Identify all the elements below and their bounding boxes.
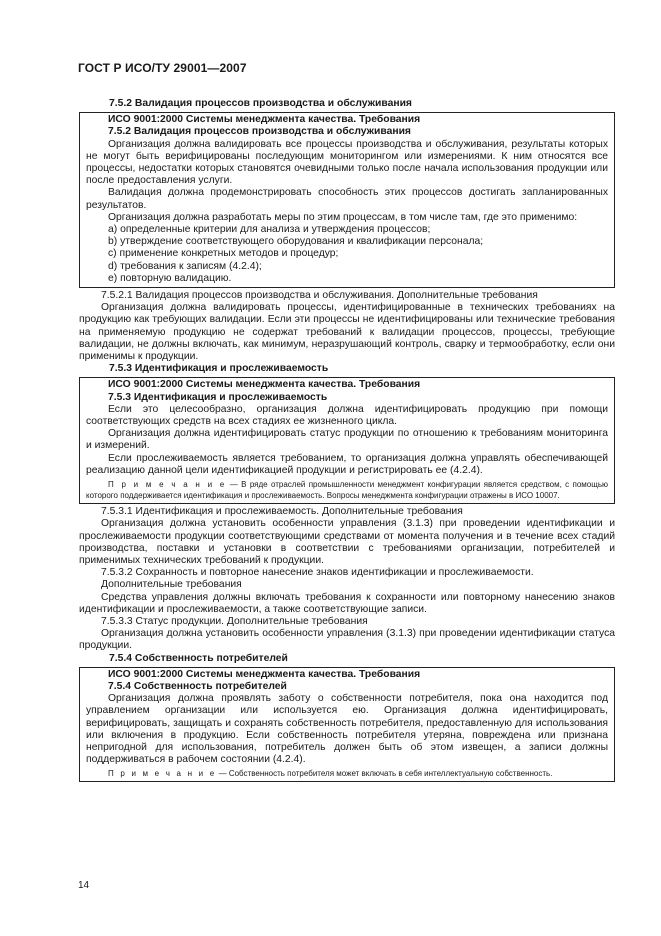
paragraph: Организация должна валидировать все процессы производства и обслуживания, результаты которых не могут быть верифицированы последующим мониторингом или измерениями. К ним относятся все процессы, недостатки которых становятся очевидными только после начала использования продукции или после предоставления услуги. [86,138,608,187]
list-item: a) определенные критерии для анализа и утверждения процессов; [108,224,431,236]
document-body [79,98,615,784]
note-text: — В ряде отраслей промышленности менеджмент конфигурации является средством, с помощью которого поддерживается идентификация и прослеживаемость. Вопросы менеджмента конфигурации отражены в ИСО 10007. [86,480,609,501]
page-number: 14 [78,880,90,891]
quote-box-subtitle: 7.5.2 Валидация процессов производства и обслуживания [108,126,411,138]
note-label: П р и м е ч а н и е [108,480,227,490]
list-item: d) требования к записям (4.2.4); [108,260,262,272]
paragraph: Валидация должна продемонстрировать способность этих процессов достигать запланированных результатов. [86,187,608,211]
paragraph: Организация должна разработать меры по этим процессам, в том числе там, где это применимо: [108,211,578,223]
list-item: e) повторную валидацию. [108,272,232,284]
paragraph: Если это целесообразно, организация должна идентифицировать продукцию при помощи соответствующих средств на всех стадиях ее жизненного цикла. [86,403,608,428]
quote-box-subtitle: 7.5.4 Собственность потребителей [108,680,287,692]
section-heading: 7.5.3 Идентификация и прослеживаемость [109,363,329,375]
clause-title: 7.5.3.1 Идентификация и прослеживаемость. Дополнительные требования [101,506,463,518]
list-item: c) применение конкретных методов и процедур; [108,248,339,260]
document-header: ГОСТ Р ИСО/ТУ 29001—2007 [78,61,247,75]
iso-quote-box [79,112,615,288]
paragraph: Если прослеживаемость является требованием, то организация должна управлять обеспечивающей реализацию данной цели идентификацией продукции и регистрировать ее (4.2.4). [86,452,608,476]
paragraph: Организация должна идентифицировать статус продукции по отношению к требованиям мониторинга и измерений. [86,428,608,452]
note-text: — Собственность потребителя может включать в себя интеллектуальную собственность. [216,769,553,779]
quote-box-title: ИСО 9001:2000 Системы менеджмента качества. Требования [108,668,421,680]
iso-quote-box [79,377,615,504]
clause-title: 7.5.3.2 Сохранность и повторное нанесение знаков идентификации и прослеживаемости. Дополнительные требования [101,567,534,591]
quote-box-title: ИСО 9001:2000 Системы менеджмента качества. Требования [108,379,421,391]
note [86,768,608,779]
section-heading: 7.5.2 Валидация процессов производства и обслуживания [109,98,412,109]
note-label: П р и м е ч а н и е [108,769,217,779]
quote-box-title: ИСО 9001:2000 Системы менеджмента качества. Требования [108,114,421,126]
iso-quote-box [79,667,615,783]
paragraph: Организация должна валидировать процессы, идентифицированные в технических требованиях на продукцию как требующих валидации. Если эти процессы не идентифицированы или технические требования на применяемую продукцию не содержат требований к валидации процессов, процессы, требующие валидации, не должны включать, как минимум, неразрушающий контроль, сварку и термообработку, если они применимы к продукции. [79,302,615,363]
clause-title: 7.5.2.1 Валидация процессов производства и обслуживания. Дополнительные требования [101,290,538,302]
list-item: b) утверждение соответствующего оборудования и квалификации персонала; [108,236,484,248]
paragraph: Организация должна установить особенности управления (3.1.3) при проведении идентификации и прослеживаемости продукции соответствующими средствами от момента получения и в течение всех стадий производства, поставки и установки в соответствии с требованиями организации, потребителей и применимых технических требований к продукции. [79,518,615,566]
note [86,479,608,501]
paragraph: Средства управления должны включать требования к сохранности или повторному нанесению знаков идентификации и прослеживаемости, а также соответствующие записи. [79,591,615,615]
section-heading: 7.5.4 Собственность потребителей [109,652,288,664]
quote-box-subtitle: 7.5.3 Идентификация и прослеживаемость [108,391,328,403]
paragraph: Организация должна установить особенности управления (3.1.3) при проведении идентификации статуса продукции. [79,628,615,652]
clause-title: 7.5.3.3 Статус продукции. Дополнительные требования [101,615,368,627]
paragraph: Организация должна проявлять заботу о собственности потребителя, пока она находится под управлением организации или используется ею. Организация должна идентифицировать, верифицировать, защищать и сохранять собственность потребителя, предоставленную для использования или включения в продукцию. Если собственность потребителя утеряна, повреждена или признана непригодной для использования, потребитель должен быть об этом извещен, а записи должны поддерживаться в рабочем состоянии (4.2.4). [86,693,608,766]
